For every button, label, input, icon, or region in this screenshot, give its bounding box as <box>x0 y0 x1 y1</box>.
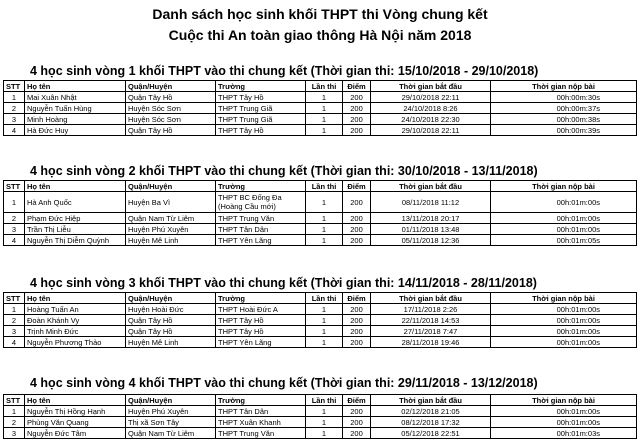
table-row <box>4 103 637 114</box>
col-district: Quận/Huyện <box>126 81 216 92</box>
cell-stt: 3 <box>4 224 25 235</box>
cell-school: THPT BC Đống Đa (Hoàng Cầu mới) <box>216 192 306 213</box>
cell-score: 200 <box>343 326 371 337</box>
cell-times: 1 <box>306 92 343 103</box>
cell-district: Huyện Hoài Đức <box>126 304 216 315</box>
col-start: Thời gian bắt đầu <box>371 293 491 304</box>
cell-district: Huyện Ba Vì <box>126 192 216 213</box>
cell-stt: 3 <box>4 428 25 439</box>
cell-district: Huyện Phú Xuyên <box>126 224 216 235</box>
cell-start: 01/11/2018 13:48 <box>371 224 491 235</box>
cell-stt: 3 <box>4 114 25 125</box>
cell-score: 200 <box>343 192 371 213</box>
cell-start: 17/11/2018 2:26 <box>371 304 491 315</box>
cell-duration: 00h:00m:30s <box>491 92 637 103</box>
cell-stt: 4 <box>4 337 25 348</box>
table-row <box>4 125 637 136</box>
cell-duration: 00h:01m:05s <box>491 235 637 246</box>
cell-start: 27/11/2018 7:47 <box>371 326 491 337</box>
cell-district: Quận Tây Hồ <box>126 315 216 326</box>
col-name: Họ tên <box>25 293 126 304</box>
col-stt: STT <box>4 293 25 304</box>
cell-start: 28/11/2018 19:46 <box>371 337 491 348</box>
round-2-heading: 4 học sinh vòng 2 khối THPT vào thi chung kết (Thời gian thi: 30/10/2018 - 13/11/2018) <box>30 164 538 178</box>
cell-stt: 1 <box>4 406 25 417</box>
cell-district: Huyện Phú Xuyên <box>126 406 216 417</box>
cell-district: Quận Tây Hồ <box>126 326 216 337</box>
cell-start: 08/12/2018 17:32 <box>371 417 491 428</box>
col-duration: Thời gian nộp bài <box>491 181 637 192</box>
table-row <box>4 304 637 315</box>
col-stt: STT <box>4 181 25 192</box>
cell-name: Phạm Đức Hiệp <box>25 213 126 224</box>
cell-score: 200 <box>343 417 371 428</box>
cell-name: Phùng Văn Quang <box>25 417 126 428</box>
col-score: Điểm <box>343 81 371 92</box>
cell-duration: 00h:01m:00s <box>491 337 637 348</box>
cell-duration: 00h:01m:03s <box>491 428 637 439</box>
table-row <box>4 92 637 103</box>
cell-stt: 1 <box>4 192 25 213</box>
cell-stt: 4 <box>4 125 25 136</box>
col-score: Điểm <box>343 181 371 192</box>
col-times: Lần thi <box>306 181 343 192</box>
cell-duration: 00h:00m:37s <box>491 103 637 114</box>
cell-score: 200 <box>343 235 371 246</box>
cell-school: THPT Hoài Đức A <box>216 304 306 315</box>
cell-duration: 00h:01m:00s <box>491 406 637 417</box>
table-row <box>4 315 637 326</box>
cell-score: 200 <box>343 213 371 224</box>
cell-name: Nguyễn Thị Hồng Hạnh <box>25 406 126 417</box>
cell-school: THPT Trung Văn <box>216 213 306 224</box>
cell-district: Quận Nam Từ Liêm <box>126 213 216 224</box>
cell-times: 1 <box>306 406 343 417</box>
cell-times: 1 <box>306 326 343 337</box>
cell-stt: 1 <box>4 92 25 103</box>
cell-school: THPT Trung Giã <box>216 114 306 125</box>
cell-times: 1 <box>306 192 343 213</box>
col-times: Lần thi <box>306 81 343 92</box>
cell-times: 1 <box>306 304 343 315</box>
cell-start: 29/10/2018 22:11 <box>371 125 491 136</box>
cell-district: Quận Tây Hồ <box>126 125 216 136</box>
table-row <box>4 235 637 246</box>
cell-school: THPT Trung Giã <box>216 103 306 114</box>
cell-duration: 00h:01m:00s <box>491 417 637 428</box>
cell-district: Huyện Sóc Sơn <box>126 103 216 114</box>
col-start: Thời gian bắt đầu <box>371 395 491 406</box>
cell-start: 05/11/2018 12:36 <box>371 235 491 246</box>
cell-duration: 00h:01m:00s <box>491 224 637 235</box>
cell-score: 200 <box>343 337 371 348</box>
col-duration: Thời gian nộp bài <box>491 81 637 92</box>
round-3-table <box>3 292 637 348</box>
col-score: Điểm <box>343 293 371 304</box>
cell-duration: 00h:00m:39s <box>491 125 637 136</box>
table-row <box>4 326 637 337</box>
table-header-row <box>4 81 637 92</box>
table-row <box>4 213 637 224</box>
cell-school: THPT Trung Văn <box>216 428 306 439</box>
cell-times: 1 <box>306 428 343 439</box>
cell-times: 1 <box>306 337 343 348</box>
cell-district: Quận Tây Hồ <box>126 92 216 103</box>
cell-name: Đoàn Khánh Vy <box>25 315 126 326</box>
round-2-table <box>3 180 637 246</box>
cell-duration: 00h:01m:00s <box>491 326 637 337</box>
table-row <box>4 114 637 125</box>
cell-score: 200 <box>343 224 371 235</box>
cell-score: 200 <box>343 315 371 326</box>
cell-start: 24/10/2018 8:26 <box>371 103 491 114</box>
cell-score: 200 <box>343 125 371 136</box>
cell-name: Hoàng Tuấn An <box>25 304 126 315</box>
cell-start: 29/10/2018 22:11 <box>371 92 491 103</box>
cell-school: THPT Tân Dân <box>216 406 306 417</box>
table-header-row <box>4 395 637 406</box>
col-name: Họ tên <box>25 81 126 92</box>
col-times: Lần thi <box>306 395 343 406</box>
cell-start: 22/11/2018 14:53 <box>371 315 491 326</box>
table-header-row <box>4 293 637 304</box>
cell-stt: 2 <box>4 417 25 428</box>
col-start: Thời gian bắt đầu <box>371 81 491 92</box>
table-row <box>4 428 637 439</box>
cell-start: 24/10/2018 22:30 <box>371 114 491 125</box>
cell-name: Minh Hoàng <box>25 114 126 125</box>
cell-times: 1 <box>306 125 343 136</box>
cell-score: 200 <box>343 428 371 439</box>
cell-start: 05/12/2018 22:51 <box>371 428 491 439</box>
table-row <box>4 417 637 428</box>
table-row <box>4 192 637 213</box>
cell-duration: 00h:01m:00s <box>491 192 637 213</box>
cell-score: 200 <box>343 304 371 315</box>
cell-times: 1 <box>306 417 343 428</box>
cell-score: 200 <box>343 406 371 417</box>
cell-school: THPT Yên Lãng <box>216 337 306 348</box>
col-stt: STT <box>4 81 25 92</box>
document-subtitle: Cuộc thi An toàn giao thông Hà Nội năm 2018 <box>168 27 472 43</box>
table-row <box>4 406 637 417</box>
cell-school: THPT Xuân Khanh <box>216 417 306 428</box>
round-3-heading: 4 học sinh vòng 3 khối THPT vào thi chung kết (Thời gian thi: 14/11/2018 - 28/11/2018) <box>30 276 537 290</box>
col-times: Lần thi <box>306 293 343 304</box>
cell-score: 200 <box>343 103 371 114</box>
cell-stt: 2 <box>4 103 25 114</box>
cell-name: Hà Anh Quốc <box>25 192 126 213</box>
col-score: Điểm <box>343 395 371 406</box>
col-duration: Thời gian nộp bài <box>491 395 637 406</box>
round-1-table <box>3 80 637 136</box>
cell-times: 1 <box>306 224 343 235</box>
col-school: Trường <box>216 395 306 406</box>
cell-name: Trịnh Minh Đức <box>25 326 126 337</box>
cell-stt: 4 <box>4 235 25 246</box>
cell-stt: 2 <box>4 213 25 224</box>
cell-start: 13/11/2018 20:17 <box>371 213 491 224</box>
cell-score: 200 <box>343 92 371 103</box>
cell-name: Nguyễn Thị Diễm Quỳnh <box>25 235 126 246</box>
cell-name: Hà Đức Huy <box>25 125 126 136</box>
table-row <box>4 224 637 235</box>
col-district: Quận/Huyện <box>126 181 216 192</box>
table-row <box>4 337 637 348</box>
cell-school: THPT Tây Hồ <box>216 125 306 136</box>
cell-name: Nguyễn Tuấn Hùng <box>25 103 126 114</box>
cell-name: Mai Xuân Nhật <box>25 92 126 103</box>
col-district: Quận/Huyện <box>126 293 216 304</box>
cell-times: 1 <box>306 315 343 326</box>
cell-name: Nguyễn Phương Thảo <box>25 337 126 348</box>
cell-times: 1 <box>306 114 343 125</box>
cell-school: THPT Tây Hồ <box>216 326 306 337</box>
cell-duration: 00h:00m:38s <box>491 114 637 125</box>
col-stt: STT <box>4 395 25 406</box>
cell-start: 02/12/2018 21:05 <box>371 406 491 417</box>
cell-name: Trần Thị Liễu <box>25 224 126 235</box>
cell-district: Quận Nam Từ Liêm <box>126 428 216 439</box>
cell-times: 1 <box>306 235 343 246</box>
round-1-heading: 4 học sinh vòng 1 khối THPT vào thi chung kết (Thời gian thi: 15/10/2018 - 29/10/2018) <box>30 64 539 78</box>
col-name: Họ tên <box>25 181 126 192</box>
cell-school: THPT Yên Lãng <box>216 235 306 246</box>
cell-stt: 2 <box>4 315 25 326</box>
round-4-table <box>3 394 637 439</box>
cell-school: THPT Tây Hồ <box>216 315 306 326</box>
round-4-heading: 4 học sinh vòng 4 khối THPT vào thi chung kết (Thời gian thi: 29/11/2018 - 13/12/2018) <box>30 376 538 390</box>
cell-times: 1 <box>306 213 343 224</box>
cell-name: Nguyễn Đức Tâm <box>25 428 126 439</box>
table-header-row <box>4 181 637 192</box>
col-district: Quận/Huyện <box>126 395 216 406</box>
cell-district: Huyện Sóc Sơn <box>126 114 216 125</box>
cell-district: Huyện Mê Linh <box>126 337 216 348</box>
cell-start: 08/11/2018 11:12 <box>371 192 491 213</box>
cell-stt: 3 <box>4 326 25 337</box>
col-name: Họ tên <box>25 395 126 406</box>
col-duration: Thời gian nộp bài <box>491 293 637 304</box>
cell-duration: 00h:01m:00s <box>491 315 637 326</box>
cell-district: Thị xã Sơn Tây <box>126 417 216 428</box>
col-school: Trường <box>216 293 306 304</box>
col-school: Trường <box>216 81 306 92</box>
col-school: Trường <box>216 181 306 192</box>
cell-district: Huyện Mê Linh <box>126 235 216 246</box>
cell-duration: 00h:01m:00s <box>491 213 637 224</box>
cell-score: 200 <box>343 114 371 125</box>
cell-school: THPT Tân Dân <box>216 224 306 235</box>
col-start: Thời gian bắt đầu <box>371 181 491 192</box>
cell-stt: 1 <box>4 304 25 315</box>
document-title: Danh sách học sinh khối THPT thi Vòng chung kết <box>152 6 488 22</box>
cell-duration: 00h:01m:00s <box>491 304 637 315</box>
cell-times: 1 <box>306 103 343 114</box>
cell-school: THPT Tây Hồ <box>216 92 306 103</box>
